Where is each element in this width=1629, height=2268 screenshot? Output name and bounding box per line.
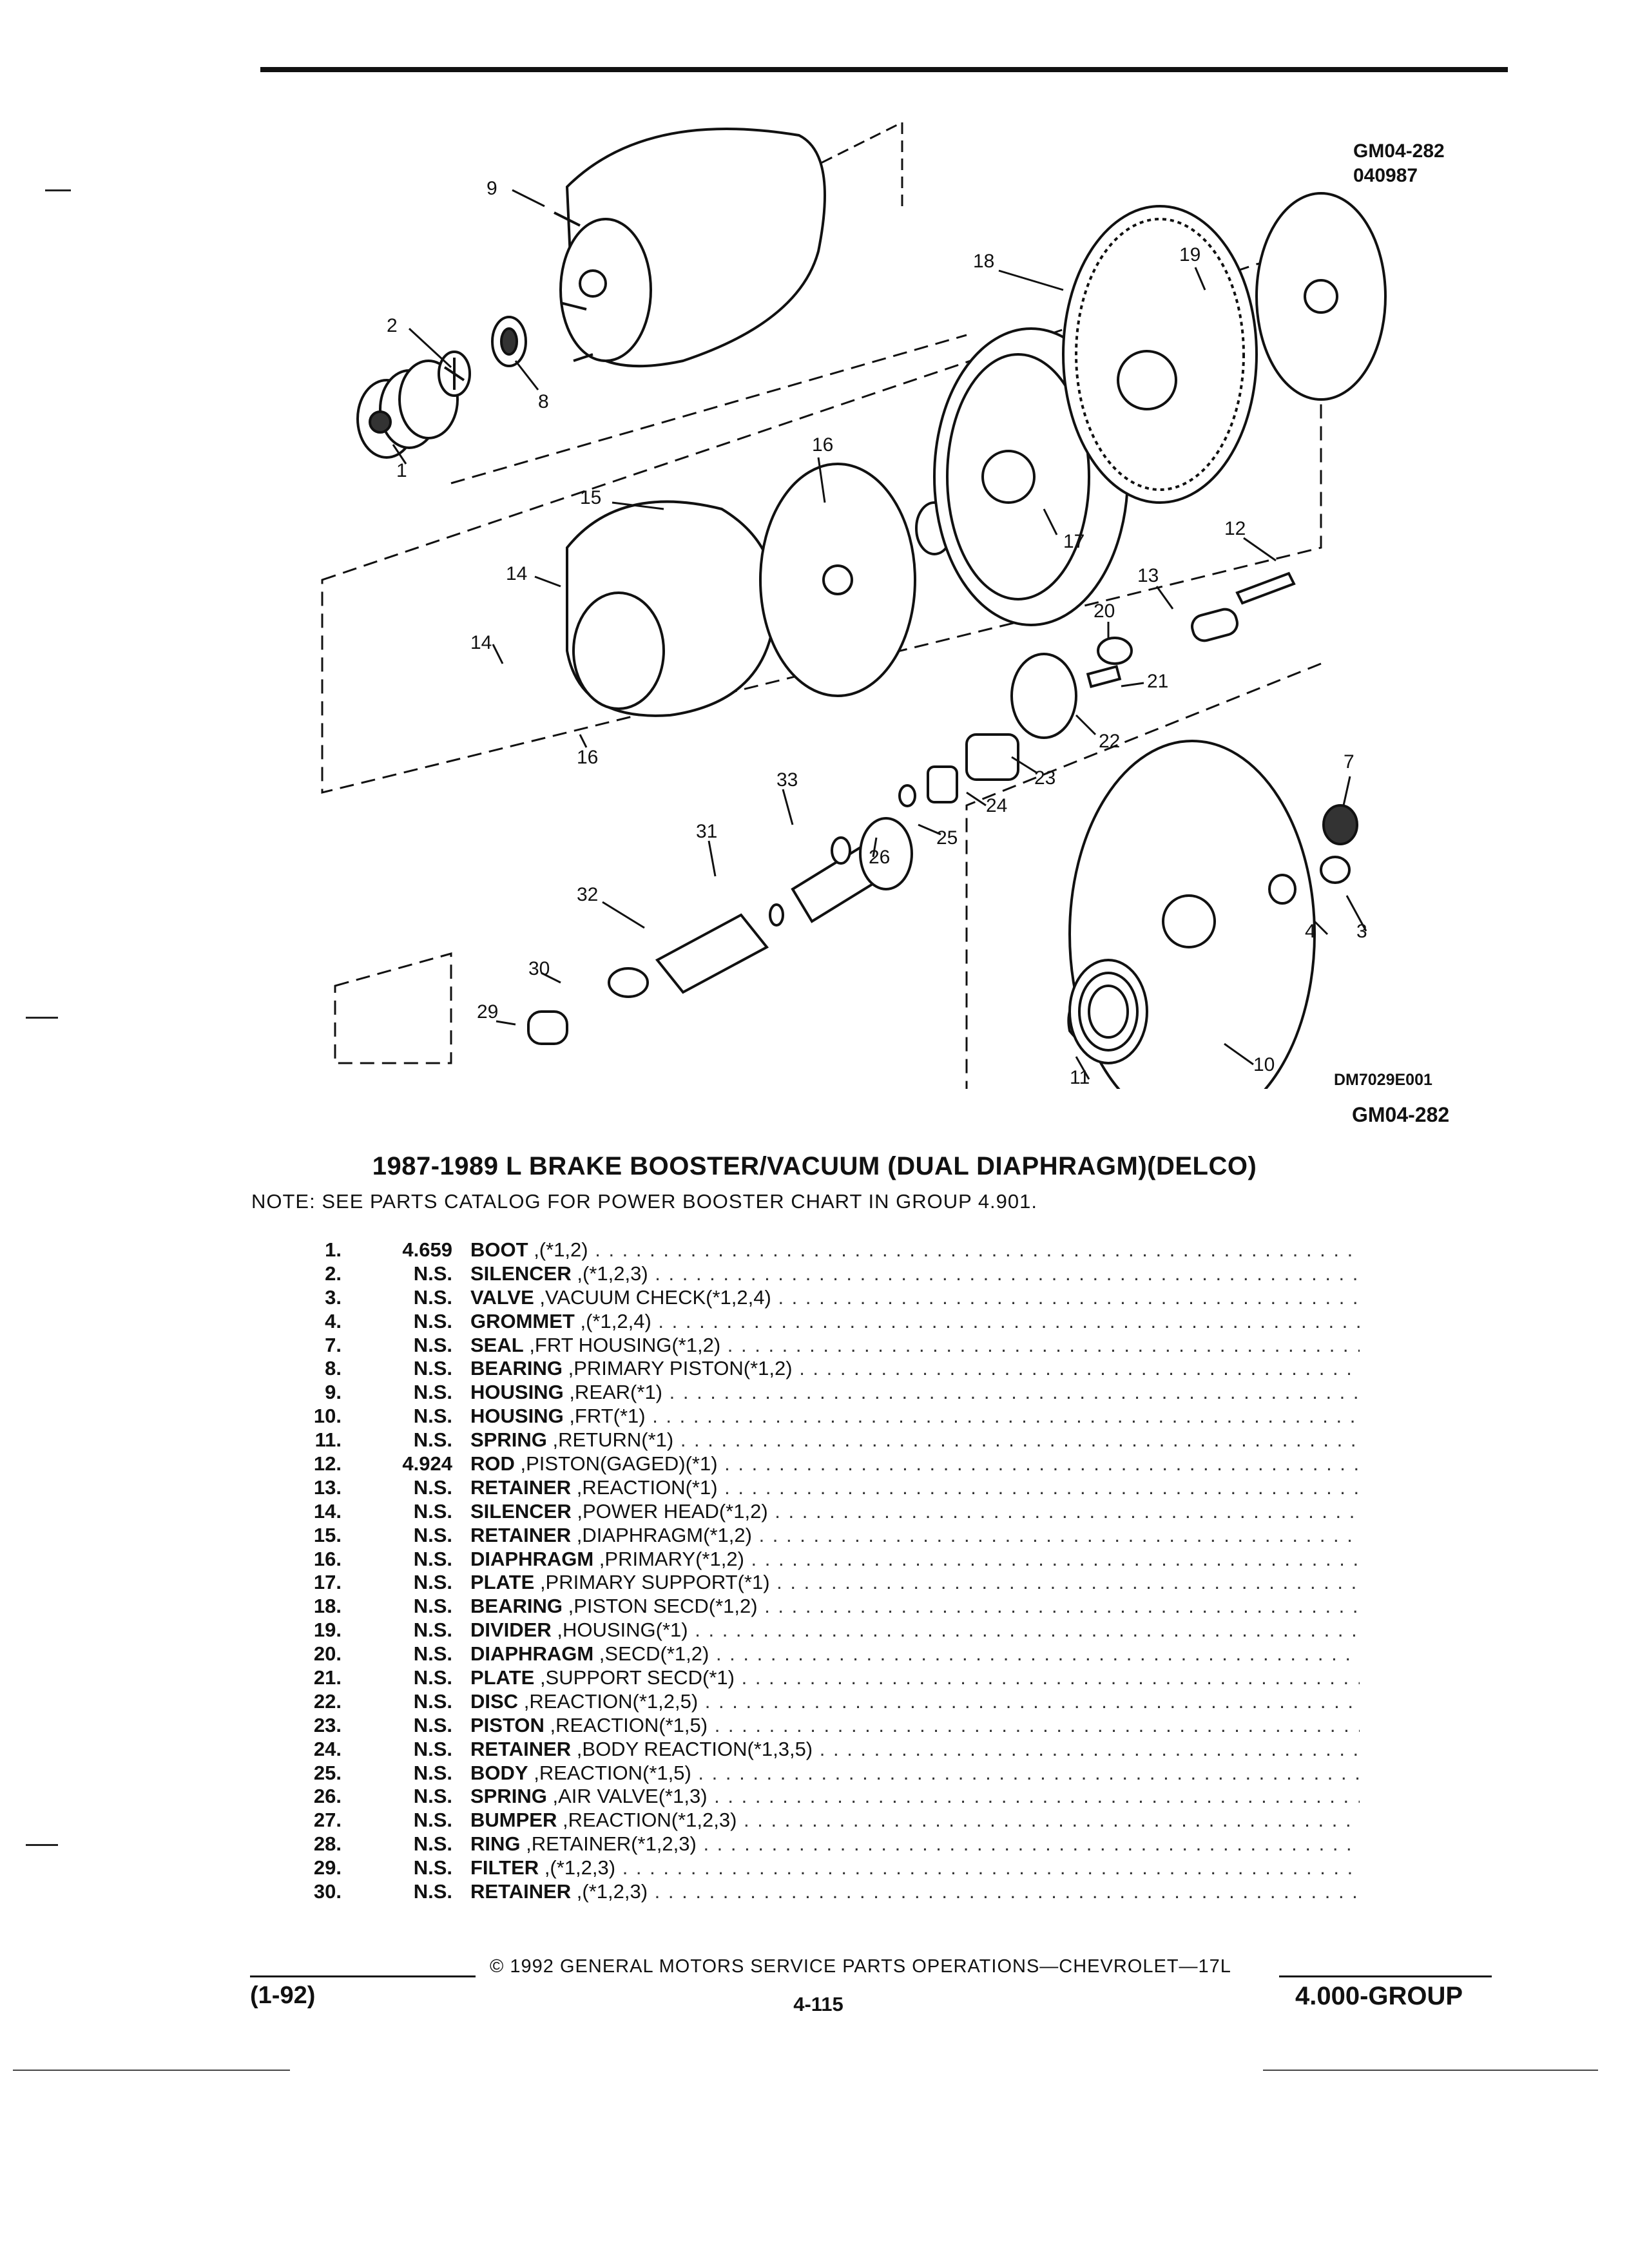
group-number: N.S. xyxy=(413,1713,452,1736)
part-number: 29. xyxy=(313,1856,342,1879)
callout-19: 17 xyxy=(1063,531,1085,552)
part-number: 18. xyxy=(313,1595,342,1618)
primary-diaphragm xyxy=(567,502,775,716)
parts-row xyxy=(284,1286,1360,1310)
part-number: 7. xyxy=(325,1333,342,1356)
callout-9: 9 xyxy=(487,178,497,199)
callout-16: 14 xyxy=(506,563,528,584)
group-label: 4.000-GROUP xyxy=(1295,1982,1463,2010)
part-description xyxy=(470,1310,1360,1334)
parts-row xyxy=(284,1880,1360,1904)
air-valve xyxy=(528,818,912,1044)
part-detail: ,HOUSING(*1) xyxy=(557,1619,688,1642)
part-number: 1. xyxy=(325,1238,342,1261)
group-number: N.S. xyxy=(413,1547,452,1570)
part-number: 16. xyxy=(313,1547,342,1570)
callout-26: 24 xyxy=(986,795,1008,816)
group-number: N.S. xyxy=(413,1856,452,1879)
group-number: N.S. xyxy=(413,1642,452,1666)
page-title: 1987-1989 L BRAKE BOOSTER/VACUUM (DUAL DIAPHRAGM)(DELCO) xyxy=(372,1152,1257,1180)
part-description xyxy=(470,1334,1360,1358)
parts-row xyxy=(284,1856,1360,1880)
part-number: 13. xyxy=(313,1475,342,1499)
part-detail: ,(*1,2,4) xyxy=(580,1309,651,1332)
part-number: 25. xyxy=(313,1761,342,1784)
callout-10: 10 xyxy=(1253,1054,1275,1075)
part-description xyxy=(470,1785,1360,1809)
parts-row xyxy=(284,1310,1360,1334)
part-detail: ,PISTON SECD(*1,2) xyxy=(568,1595,758,1618)
part-description xyxy=(470,1262,1360,1286)
part-name: BEARING xyxy=(470,1357,563,1380)
secondary-diaphragm xyxy=(1063,206,1257,503)
callout-1: 1 xyxy=(396,460,407,481)
part-detail: ,SUPPORT SECD(*1) xyxy=(539,1666,735,1689)
part-description xyxy=(470,1524,1360,1548)
part-number: 12. xyxy=(313,1452,342,1475)
callout-29: 29 xyxy=(477,1001,499,1023)
part-name: HOUSING xyxy=(470,1381,564,1404)
group-number: N.S. xyxy=(413,1381,452,1404)
part-name: ROD xyxy=(470,1452,515,1475)
part-detail: ,(*1,2,3) xyxy=(544,1856,616,1879)
part-number: 4. xyxy=(325,1309,342,1332)
parts-row xyxy=(284,1357,1360,1381)
part-name: DIVIDER xyxy=(470,1619,552,1642)
part-number: 26. xyxy=(313,1785,342,1808)
part-detail: ,POWER HEAD(*1,2) xyxy=(577,1499,768,1523)
callout-33: 33 xyxy=(776,769,798,791)
callout-4: 4 xyxy=(1305,921,1316,942)
part-description xyxy=(470,1500,1360,1524)
part-detail: ,REAR(*1) xyxy=(569,1381,663,1404)
parts-row xyxy=(284,1524,1360,1548)
part-detail: ,(*1,2,3) xyxy=(577,1262,648,1285)
part-detail: ,RETAINER(*1,2,3) xyxy=(526,1832,697,1856)
part-detail: ,RETURN(*1) xyxy=(552,1428,674,1452)
part-description xyxy=(470,1476,1360,1500)
parts-row xyxy=(284,1405,1360,1428)
parts-row xyxy=(284,1238,1360,1262)
footer-rule-right xyxy=(1279,1975,1492,1977)
figure-id: GM04-282 xyxy=(1352,1103,1450,1126)
part-name: DISC xyxy=(470,1689,519,1713)
part-number: 20. xyxy=(313,1642,342,1666)
part-number: 28. xyxy=(313,1832,342,1856)
group-number: N.S. xyxy=(413,1737,452,1760)
parts-row xyxy=(284,1738,1360,1762)
group-number: N.S. xyxy=(413,1832,452,1856)
group-number: N.S. xyxy=(413,1262,452,1285)
part-description xyxy=(470,1642,1360,1666)
group-number: N.S. xyxy=(413,1666,452,1689)
part-number: 2. xyxy=(325,1262,342,1285)
parts-row xyxy=(284,1428,1360,1452)
part-description xyxy=(470,1619,1360,1642)
part-description xyxy=(470,1428,1360,1452)
callout-28: 26 xyxy=(869,847,891,868)
part-detail: ,FRT(*1) xyxy=(569,1405,646,1428)
part-number: 30. xyxy=(313,1880,342,1903)
parts-row xyxy=(284,1571,1360,1595)
scan-edge-line xyxy=(1263,2070,1598,2071)
part-name: SILENCER xyxy=(470,1499,572,1523)
parts-row xyxy=(284,1262,1360,1286)
part-description xyxy=(470,1809,1360,1832)
group-number: N.S. xyxy=(413,1285,452,1309)
part-number: 9. xyxy=(325,1381,342,1404)
part-name: RETAINER xyxy=(470,1475,572,1499)
part-number: 14. xyxy=(313,1499,342,1523)
part-detail: ,(*1,2,3) xyxy=(576,1880,648,1903)
parts-row xyxy=(284,1785,1360,1809)
page-number: 4-115 xyxy=(793,1993,843,2015)
part-description xyxy=(470,1548,1360,1571)
part-description xyxy=(470,1880,1360,1904)
callout-23: 21 xyxy=(1147,671,1169,692)
part-description xyxy=(470,1238,1360,1262)
part-description xyxy=(470,1405,1360,1428)
front-housing xyxy=(1068,741,1315,1089)
parts-row xyxy=(284,1548,1360,1571)
callout-30: 30 xyxy=(528,958,550,979)
group-number: N.S. xyxy=(413,1357,452,1380)
exploded-view-diagram xyxy=(258,84,1418,1089)
callout-14: 14 xyxy=(470,632,492,653)
parts-row xyxy=(284,1690,1360,1714)
part-detail: ,VACUUM CHECK(*1,2,4) xyxy=(539,1285,771,1309)
margin-mark xyxy=(26,1844,58,1846)
silencer xyxy=(439,352,470,396)
part-description xyxy=(470,1666,1360,1690)
parts-list xyxy=(284,1238,1360,1904)
part-name: SILENCER xyxy=(470,1262,572,1285)
revision-date: (1-92) xyxy=(250,1982,316,2009)
part-number: 8. xyxy=(325,1357,342,1380)
part-description xyxy=(470,1738,1360,1762)
part-detail: ,SECD(*1,2) xyxy=(599,1642,709,1666)
parts-row xyxy=(284,1619,1360,1642)
part-detail: ,REACTION(*1,2,5) xyxy=(523,1689,699,1713)
parts-row xyxy=(284,1476,1360,1500)
part-name: BUMPER xyxy=(470,1809,557,1832)
group-number: 4.924 xyxy=(402,1452,452,1475)
group-number: N.S. xyxy=(413,1405,452,1428)
parts-row xyxy=(284,1500,1360,1524)
part-name: SPRING xyxy=(470,1428,547,1452)
part-name: SEAL xyxy=(470,1333,524,1356)
part-detail: ,DIAPHRAGM(*1,2) xyxy=(576,1523,752,1546)
callout-7: 7 xyxy=(1344,751,1354,773)
part-number: 11. xyxy=(314,1428,342,1452)
callout-31: 31 xyxy=(696,821,718,842)
part-detail: ,BODY REACTION(*1,3,5) xyxy=(576,1737,813,1760)
top-rule xyxy=(260,67,1508,72)
part-number: 27. xyxy=(313,1809,342,1832)
margin-mark xyxy=(26,1017,58,1019)
part-number: 22. xyxy=(313,1689,342,1713)
part-number: 3. xyxy=(325,1285,342,1309)
callout-18: 16 xyxy=(812,434,834,456)
callout-22: 20 xyxy=(1094,601,1115,622)
part-name: PLATE xyxy=(470,1666,535,1689)
parts-row xyxy=(284,1642,1360,1666)
group-number: N.S. xyxy=(413,1619,452,1642)
part-description xyxy=(470,1714,1360,1738)
group-number: N.S. xyxy=(413,1785,452,1808)
part-detail: ,PRIMARY(*1,2) xyxy=(599,1547,744,1570)
part-name: RETAINER xyxy=(470,1880,572,1903)
footer-rule-left xyxy=(250,1975,476,1977)
group-number: N.S. xyxy=(413,1309,452,1332)
callout-21: 19 xyxy=(1179,244,1201,265)
group-number: 4.659 xyxy=(402,1238,452,1261)
callout-2: 2 xyxy=(387,315,398,336)
part-name: FILTER xyxy=(470,1856,539,1879)
callout-13: 13 xyxy=(1137,565,1159,586)
part-name: RETAINER xyxy=(470,1737,572,1760)
piston-rod xyxy=(1088,573,1294,687)
callout-11: 11 xyxy=(1070,1067,1090,1088)
part-description xyxy=(470,1357,1360,1381)
group-number: N.S. xyxy=(413,1333,452,1356)
part-name: BOOT xyxy=(470,1238,528,1261)
part-name: DIAPHRAGM xyxy=(470,1547,594,1570)
drawing-id: DM7029E001 xyxy=(1334,1071,1432,1089)
part-detail: ,REACTION(*1,5) xyxy=(534,1761,691,1784)
part-number: 19. xyxy=(313,1619,342,1642)
part-name: PISTON xyxy=(470,1713,545,1736)
callout-27: 25 xyxy=(936,827,958,849)
catalog-note: NOTE: SEE PARTS CATALOG FOR POWER BOOSTER CHART IN GROUP 4.901. xyxy=(251,1190,1038,1213)
part-name: RING xyxy=(470,1832,521,1856)
part-name: SPRING xyxy=(470,1785,547,1808)
parts-row xyxy=(284,1809,1360,1832)
parts-row xyxy=(284,1762,1360,1785)
part-detail: ,AIR VALVE(*1,3) xyxy=(552,1785,708,1808)
group-number: N.S. xyxy=(413,1595,452,1618)
group-number: N.S. xyxy=(413,1499,452,1523)
primary-support-plate xyxy=(760,464,915,696)
part-name: RETAINER xyxy=(470,1523,572,1546)
group-number: N.S. xyxy=(413,1523,452,1546)
rear-housing xyxy=(554,129,825,366)
guide-line xyxy=(335,954,451,1063)
part-name: DIAPHRAGM xyxy=(470,1642,594,1666)
part-detail: ,PISTON(GAGED)(*1) xyxy=(520,1452,718,1475)
part-description xyxy=(470,1595,1360,1619)
part-name: BEARING xyxy=(470,1595,563,1618)
part-number: 24. xyxy=(313,1737,342,1760)
part-description xyxy=(470,1690,1360,1714)
callout-15: 16 xyxy=(577,747,599,768)
part-description xyxy=(470,1286,1360,1310)
callout-12: 12 xyxy=(1224,518,1246,539)
group-number: N.S. xyxy=(413,1571,452,1594)
bearing-primary-piston xyxy=(492,317,526,366)
parts-row xyxy=(284,1452,1360,1476)
callout-17: 15 xyxy=(580,487,602,508)
part-description xyxy=(470,1452,1360,1476)
drawing-code: GM04-282 xyxy=(1353,140,1445,162)
callout-32: 32 xyxy=(577,884,599,905)
part-detail: ,REACTION(*1,2,3) xyxy=(562,1809,737,1832)
group-number: N.S. xyxy=(413,1689,452,1713)
part-number: 10. xyxy=(313,1405,342,1428)
callout-24: 22 xyxy=(1099,731,1121,752)
secondary-support-plate xyxy=(1257,193,1385,399)
part-detail: ,PRIMARY PISTON(*1,2) xyxy=(568,1357,793,1380)
part-detail: ,FRT HOUSING(*1,2) xyxy=(529,1333,721,1356)
callout-3: 3 xyxy=(1356,921,1367,942)
part-name: VALVE xyxy=(470,1285,534,1309)
group-number: N.S. xyxy=(413,1761,452,1784)
drawing-date-code: 040987 xyxy=(1353,165,1418,186)
part-detail: ,REACTION(*1,5) xyxy=(550,1713,708,1736)
callout-20: 18 xyxy=(973,251,995,272)
part-number: 15. xyxy=(313,1523,342,1546)
part-number: 21. xyxy=(313,1666,342,1689)
group-number: N.S. xyxy=(413,1809,452,1832)
parts-row xyxy=(284,1666,1360,1690)
group-number: N.S. xyxy=(413,1475,452,1499)
part-detail: ,REACTION(*1) xyxy=(576,1475,718,1499)
part-name: GROMMET xyxy=(470,1309,575,1332)
callout-8: 8 xyxy=(538,391,549,412)
parts-row xyxy=(284,1595,1360,1619)
callout-25: 23 xyxy=(1034,767,1056,789)
parts-row xyxy=(284,1381,1360,1405)
part-name: BODY xyxy=(470,1761,528,1784)
copyright-line: © 1992 GENERAL MOTORS SERVICE PARTS OPERATIONS—CHEVROLET—17L xyxy=(490,1956,1231,1977)
part-name: HOUSING xyxy=(470,1405,564,1428)
part-description xyxy=(470,1571,1360,1595)
part-number: 17. xyxy=(313,1571,342,1594)
parts-row xyxy=(284,1832,1360,1856)
group-number: N.S. xyxy=(413,1428,452,1452)
part-detail: ,(*1,2) xyxy=(534,1238,588,1261)
part-description xyxy=(470,1832,1360,1856)
part-detail: ,PRIMARY SUPPORT(*1) xyxy=(539,1571,770,1594)
parts-row xyxy=(284,1714,1360,1738)
part-description xyxy=(470,1381,1360,1405)
parts-row xyxy=(284,1334,1360,1358)
guide-line xyxy=(451,335,967,483)
part-name: PLATE xyxy=(470,1571,535,1594)
margin-mark xyxy=(45,189,71,191)
part-description xyxy=(470,1762,1360,1785)
group-number: N.S. xyxy=(413,1880,452,1903)
scan-edge-line xyxy=(13,2070,290,2071)
part-description xyxy=(470,1856,1360,1880)
part-number: 23. xyxy=(313,1713,342,1736)
